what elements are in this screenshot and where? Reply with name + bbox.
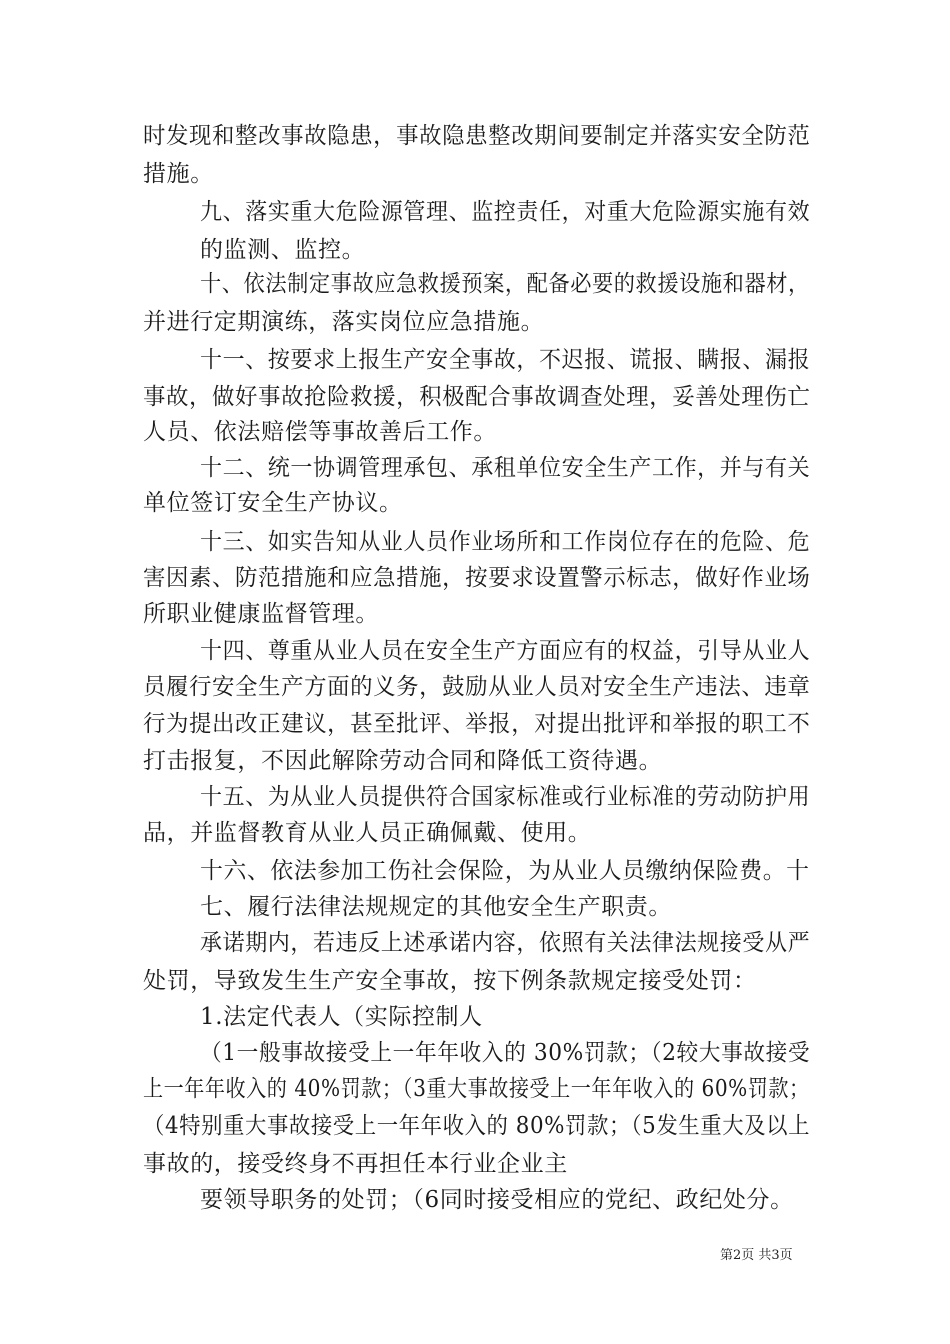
text-line: 行为提出改正建议，甚至批评、举报，对提出批评和举报的职工不: [143, 711, 811, 737]
text-line: （4特别重大事故接受上一年年收入的 80%罚款；（5发生重大及以上: [143, 1113, 811, 1139]
page-number: 第2页 共3页: [720, 1248, 793, 1263]
text-line: 处罚，导致发生生产安全事故，按下例条款规定接受处罚：: [143, 968, 757, 994]
text-line: 措施。: [143, 161, 214, 187]
text-line: 承诺期内，若违反上述承诺内容，依照有关法律法规接受从严: [200, 930, 811, 956]
text-line: 害因素、防范措施和应急措施，按要求设置警示标志，做好作业场: [143, 565, 811, 591]
text-line: 时发现和整改事故隐患，事故隐患整改期间要制定并落实安全防范: [143, 123, 811, 149]
text-line: 十一、按要求上报生产安全事故，不迟报、谎报、瞒报、漏报: [200, 347, 811, 373]
text-line: 品，并监督教育从业人员正确佩戴、使用。: [143, 820, 592, 846]
text-line: 事故的，接受终身不再担任本行业企业主: [143, 1151, 568, 1177]
text-line: （1一般事故接受上一年年收入的 30%罚款；（2较大事故接受: [200, 1040, 811, 1066]
text-line: 十六、依法参加工伤社会保险，为从业人员缴纳保险费。十: [200, 858, 810, 884]
text-line: 上一年年收入的 40%罚款；（3重大事故接受上一年年收入的 60%罚款；: [143, 1076, 810, 1102]
text-line: 所职业健康监督管理。: [143, 601, 379, 627]
text-line: 的监测、监控。: [200, 237, 366, 263]
text-line: 人员、依法赔偿等事故善后工作。: [143, 419, 497, 445]
text-line: 七、履行法律法规规定的其他安全生产职责。: [200, 894, 672, 920]
text-line: 1.法定代表人（实际控制人: [200, 1004, 483, 1030]
text-line: 事故，做好事故抢险救援，积极配合事故调查处理，妥善处理伤亡: [143, 384, 811, 410]
text-line: 员履行安全生产方面的义务，鼓励从业人员对安全生产违法、违章: [143, 674, 811, 700]
text-line: 并进行定期演练，落实岗位应急措施。: [143, 309, 545, 335]
text-line: 九、落实重大危险源管理、监控责任，对重大危险源实施有效: [200, 199, 811, 225]
text-line: 单位签订安全生产协议。: [143, 490, 403, 516]
text-line: 十三、如实告知从业人员作业场所和工作岗位存在的危险、危: [200, 529, 811, 555]
text-line: 十二、统一协调管理承包、承租单位安全生产工作，并与有关: [200, 455, 811, 481]
text-line: 十四、尊重从业人员在安全生产方面应有的权益，引导从业人: [200, 638, 811, 664]
text-line: 十五、为从业人员提供符合国家标准或行业标准的劳动防护用: [200, 784, 811, 810]
text-line: 十、依法制定事故应急救援预案，配备必要的救援设施和器材，: [200, 271, 810, 297]
text-line: 要领导职务的处罚；（6同时接受相应的党纪、政纪处分。: [200, 1187, 794, 1213]
text-line: 打击报复，不因此解除劳动合同和降低工资待遇。: [143, 748, 663, 774]
